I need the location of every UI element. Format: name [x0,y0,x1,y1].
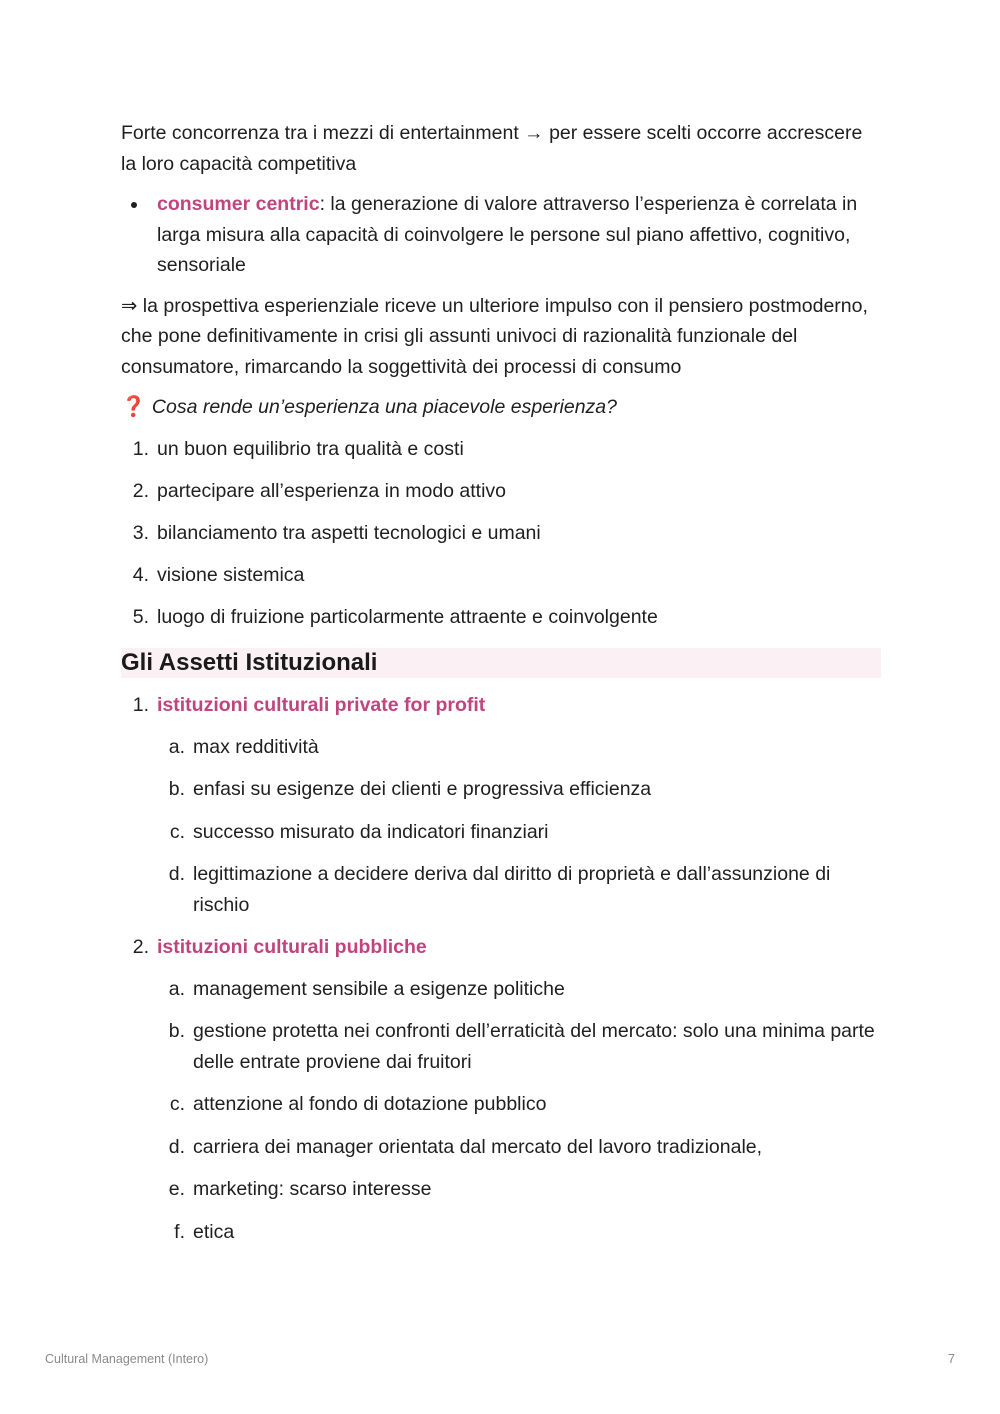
list-marker: f. [174,1220,185,1243]
list-item-text: attenzione al fondo di dotazione pubblico [193,1093,547,1115]
question-mark-icon: ❓ [121,396,146,418]
list-item-text: partecipare all’esperienza in modo attivo [157,479,507,502]
institution-title: istituzioni culturali pubbliche [157,936,427,958]
question-callout [121,392,881,423]
list-marker: b. [168,778,185,800]
postmodern-paragraph: ⇒ la prospettiva esperienziale riceve un ulteriore impulso con il pensiero postmoderno, che pone definitivamente in crisi gli assunti univoci di razionalità funzionale del consumatore, rimarcando la soggettività dei processi di consumo [121,294,868,378]
list-item-text: bilanciamento tra aspetti tecnologici e umani [157,521,541,544]
list-marker: 4. [132,563,149,586]
list-item [121,518,881,549]
list-item [121,189,881,281]
page-number: 7 [948,1352,955,1366]
list-item [157,817,881,848]
list-marker: a. [168,735,185,758]
list-item-text: gestione protetta nei confronti dell’erraticità del mercato: solo una minima parte delle entrate proviene dai fruitori [193,1020,875,1073]
document-body [121,118,881,1259]
intro-paragraph: Forte concorrenza tra i mezzi di entertainment → per essere scelti occorre accrescere la loro capacità competitiva [121,122,863,175]
bullet-text: : la generazione di valore attraverso l’esperienza è correlata in larga misura alla capacità di coinvolgere le persone sul piano affettivo, cognitivo, sensoriale [157,193,858,276]
institutions-list [121,690,881,1247]
list-marker: e. [168,1178,185,1200]
list-item-text: management sensibile a esigenze politiche [193,977,565,1000]
experience-list [121,434,881,633]
bullet-list [121,189,881,281]
list-marker: d. [168,1135,185,1158]
sub-list [157,974,881,1248]
list-item [121,602,881,633]
section-heading: Gli Assetti Istituzionali [121,648,881,678]
list-marker: 2. [132,479,149,502]
list-item-text: enfasi su esigenze dei clienti e progressiva efficienza [193,778,652,800]
list-marker: d. [168,863,185,885]
list-marker: 1. [132,437,149,460]
list-item [157,1016,881,1077]
institution-title: istituzioni culturali private for profit [157,694,486,716]
list-marker: b. [168,1020,185,1042]
list-item [157,732,881,763]
list-item [121,932,881,1247]
list-item [157,859,881,920]
list-item [157,774,881,805]
list-item-text: max redditività [193,735,319,758]
highlight-term: consumer centric [157,193,320,215]
list-item-text: carriera dei manager orientata dal mercato del lavoro tradizionale, [193,1135,763,1158]
list-marker: 5. [132,605,149,628]
question-text: Cosa rende un’esperienza una piacevole esperienza? [151,396,617,418]
list-marker: 3. [132,521,149,544]
list-marker: 1. [132,694,149,716]
list-item-text: etica [193,1220,235,1243]
list-item [157,1174,881,1205]
list-item [157,1132,881,1163]
sub-list [157,732,881,921]
list-item-text: luogo di fruizione particolarmente attraente e coinvolgente [157,605,658,628]
list-item [157,974,881,1005]
list-item-text: legittimazione a decidere deriva dal diritto di proprietà e dall’assunzione di rischio [193,863,831,916]
list-item-text: successo misurato da indicatori finanziari [193,820,549,843]
list-marker: a. [168,977,185,1000]
list-item-text: marketing: scarso interesse [193,1178,432,1200]
list-marker: c. [169,1093,185,1115]
footer-title: Cultural Management (Intero) [45,1352,209,1366]
list-item-text: visione sistemica [157,563,305,586]
list-item [121,560,881,591]
list-item [157,1089,881,1120]
bullet-dot-icon [131,202,137,208]
list-item [121,476,881,507]
list-marker: c. [169,820,185,843]
list-item-text: un buon equilibrio tra qualità e costi [157,437,464,460]
list-marker: 2. [132,936,149,958]
list-item [121,434,881,465]
list-item [121,690,881,920]
list-item [157,1217,881,1248]
